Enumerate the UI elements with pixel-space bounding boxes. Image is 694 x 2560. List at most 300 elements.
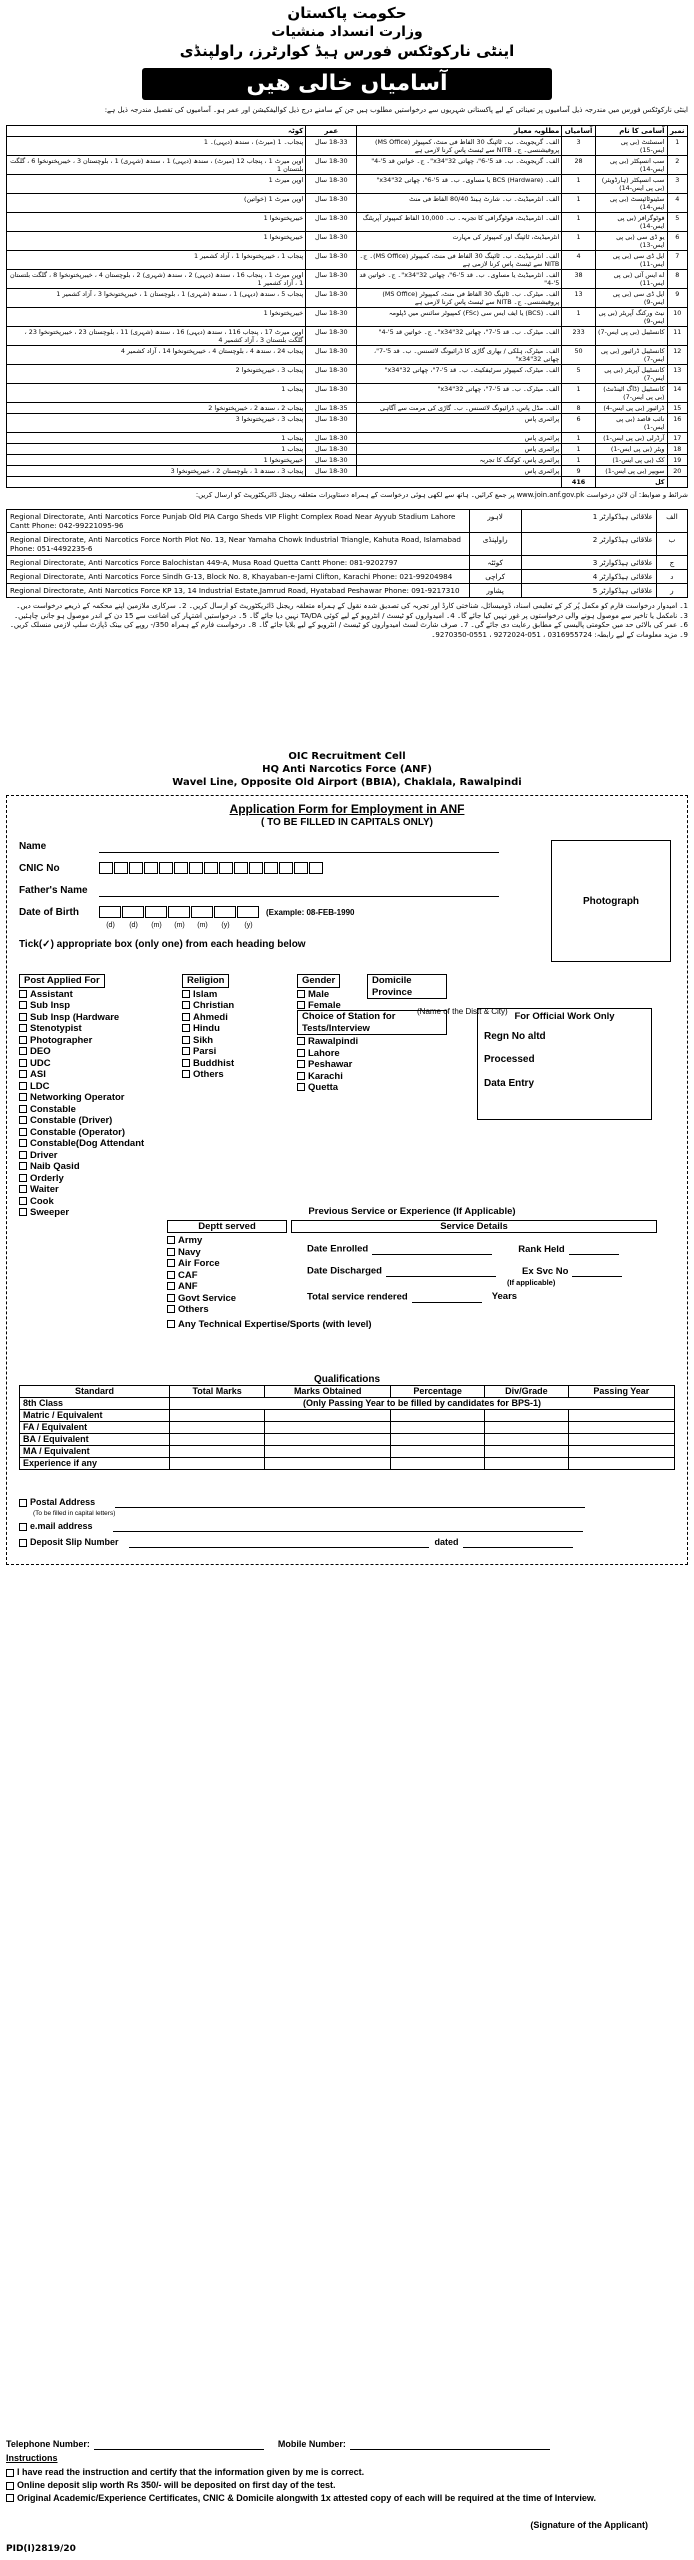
row-number: 15	[667, 403, 687, 414]
religion-option[interactable]	[182, 989, 282, 1001]
qual-cell[interactable]	[265, 1458, 391, 1470]
qual-cell[interactable]	[391, 1446, 485, 1458]
dob-box-caption: (m)	[197, 922, 208, 929]
post-checkbox[interactable]	[19, 1059, 27, 1067]
row-quota: پنجاب 1	[7, 433, 306, 444]
qual-cell[interactable]	[485, 1446, 569, 1458]
religion-option[interactable]	[182, 1046, 282, 1058]
instruction-1-checkbox[interactable]	[6, 2469, 14, 2477]
table-row	[7, 384, 688, 403]
qual-row-label: Experience if any	[20, 1458, 170, 1470]
cnic-digit-box[interactable]	[309, 862, 323, 874]
row-number: 18	[667, 444, 687, 455]
postal-field[interactable]	[115, 1496, 585, 1508]
post-option[interactable]	[19, 1127, 169, 1139]
post-option[interactable]	[19, 1035, 169, 1047]
application-form	[6, 795, 688, 1565]
directorate-city: لاہور	[469, 510, 521, 533]
row-vacancies: 28	[562, 156, 596, 175]
post-option[interactable]	[19, 1000, 169, 1012]
instruction-2-checkbox[interactable]	[6, 2482, 14, 2490]
email-checkbox[interactable]	[19, 1523, 27, 1531]
table-row	[7, 156, 688, 175]
postal-label: Postal Address	[30, 1497, 96, 1507]
cnic-digit-box[interactable]	[204, 862, 218, 874]
station-checkbox[interactable]	[297, 1037, 305, 1045]
post-checkbox[interactable]	[19, 1197, 27, 1205]
post-option-label: LDC	[30, 1080, 50, 1092]
name-field[interactable]	[99, 841, 499, 853]
station-checkbox[interactable]	[297, 1083, 305, 1091]
dob-box[interactable]	[145, 906, 167, 918]
row-qualification: الف۔ میٹرک۔ ب۔ قد 5'-7"، چھاتی 32"x34"	[357, 384, 562, 403]
directorate-address: Regional Directorate, Anti Narcotics Force KP 13, 14 Industrial Estate,Jamrud Road, Hyatabad Peshawar Phone: 091-9217310	[7, 584, 470, 598]
row-quota: خیبرپختونخوا 1	[7, 232, 306, 251]
post-checkbox[interactable]	[19, 1013, 27, 1021]
post-checkbox[interactable]	[19, 1162, 27, 1170]
row-post: سب انسپکٹر (ہارڈویئر) (بی پی ایس-14)	[595, 175, 667, 194]
row-post: ایل ڈی سی (بی پی ایس-9)	[595, 289, 667, 308]
directorate-city: کراچی	[469, 570, 521, 584]
row-qualification: الف۔ میٹرک، کمپیوٹر سرٹیفکیٹ۔ ب۔ قد 5'-7"، چھاتی 32"x34"	[357, 365, 562, 384]
dated-field[interactable]	[463, 1536, 573, 1548]
row-post: ویٹر (بی پی ایس-1)	[595, 444, 667, 455]
cnic-digit-box[interactable]	[129, 862, 143, 874]
postal-checkbox[interactable]	[19, 1499, 27, 1507]
qualifications-heading: Qualifications	[313, 1374, 381, 1385]
qual-cell[interactable]	[170, 1446, 265, 1458]
row-quota: پنجاب 1	[7, 444, 306, 455]
post-option[interactable]	[19, 1023, 169, 1035]
station-heading: Choice of Station for Tests/Interview	[297, 1010, 447, 1035]
dob-box[interactable]	[191, 906, 213, 918]
row-qualification: الف۔ انٹرمیڈیٹ۔ ب۔ شارٹ ہینڈ 80/40 الفاظ فی منٹ	[357, 194, 562, 213]
qual-col-header: Percentage	[391, 1386, 485, 1398]
cnic-digit-box[interactable]	[99, 862, 113, 874]
row-age: 18-30 سال	[306, 327, 357, 346]
post-option[interactable]	[19, 1012, 169, 1024]
row-number: 12	[667, 346, 687, 365]
post-option-label: Assistant	[30, 988, 73, 1000]
row-number: 4	[667, 194, 687, 213]
post-checkbox[interactable]	[19, 1128, 27, 1136]
post-option[interactable]	[19, 1115, 169, 1127]
tech-expertise-label: Any Technical Expertise/Sports (with level)	[178, 1318, 372, 1330]
row-quota: خیبرپختونخوا 1	[7, 308, 306, 327]
station-section	[297, 1010, 447, 1094]
date-discharged-field[interactable]	[386, 1265, 496, 1277]
row-number: 3	[667, 175, 687, 194]
cnic-digit-box[interactable]	[279, 862, 293, 874]
row-vacancies: 6	[562, 414, 596, 433]
row-age: 18-35 سال	[306, 403, 357, 414]
dept-option[interactable]	[167, 1293, 287, 1305]
row-number: 8	[667, 270, 687, 289]
row-qualification: الف۔ (BCS) یا ایف ایس سی (FSc) کمپیوٹر سائنس میں ڈپلومہ	[357, 308, 562, 327]
qual-cell[interactable]	[170, 1410, 265, 1422]
post-option[interactable]	[19, 1184, 169, 1196]
row-age: 18-30 سال	[306, 251, 357, 270]
form-subtitle: ( TO BE FILLED IN CAPITALS ONLY)	[260, 817, 434, 828]
post-option[interactable]	[19, 1058, 169, 1070]
dept-option[interactable]	[167, 1247, 287, 1259]
row-number: 17	[667, 433, 687, 444]
table-row	[7, 232, 688, 251]
row-number: 16	[667, 414, 687, 433]
religion-option-label: Hindu	[193, 1023, 220, 1034]
email-field[interactable]	[113, 1520, 583, 1532]
row-qualification: پرائمری پاس، کوکنگ کا تجربہ	[357, 455, 562, 466]
table-row	[7, 365, 688, 384]
row-vacancies: 50	[562, 346, 596, 365]
table-row	[7, 346, 688, 365]
religion-option[interactable]	[182, 1069, 282, 1081]
qual-cell[interactable]	[568, 1458, 674, 1470]
qual-row-label: BA / Equivalent	[20, 1434, 170, 1446]
row-quota: پنجاب 1	[7, 384, 306, 403]
station-checkbox[interactable]	[297, 1060, 305, 1068]
directorate-address: Regional Directorate, Anti Narcotics Force Sindh G-13, Block No. 8, Khayaban-e-Jami Clifton, Karachi Phone: 021-99204984	[7, 570, 470, 584]
dept-option[interactable]	[167, 1270, 287, 1282]
post-option-label: Orderly	[30, 1172, 64, 1184]
dob-box-caption: (d)	[106, 922, 115, 929]
rank-held-field[interactable]	[569, 1243, 619, 1255]
dob-box[interactable]	[168, 906, 190, 918]
qual-row	[20, 1434, 675, 1446]
dept-checkbox[interactable]	[167, 1259, 175, 1267]
post-checkbox[interactable]	[19, 1208, 27, 1216]
religion-checkbox[interactable]	[182, 1001, 190, 1009]
father-name-field[interactable]	[99, 885, 499, 897]
post-option[interactable]	[19, 1207, 169, 1219]
religion-option[interactable]	[182, 1000, 282, 1012]
station-option[interactable]	[297, 1048, 447, 1060]
post-option-label: Constable	[30, 1103, 76, 1115]
table-row	[7, 308, 688, 327]
station-option-label: Karachi	[308, 1070, 343, 1082]
row-vacancies: 9	[562, 466, 596, 477]
date-enrolled-field[interactable]	[372, 1243, 492, 1255]
dept-option[interactable]	[167, 1235, 287, 1247]
qual-cell[interactable]	[391, 1458, 485, 1470]
row-qualification: انٹرمیڈیٹ، ٹائپنگ اور کمپیوٹر کی مہارت	[357, 232, 562, 251]
form-title: Application Form for Employment in ANF	[229, 802, 465, 816]
post-checkbox[interactable]	[19, 1001, 27, 1009]
cnic-digit-box[interactable]	[114, 862, 128, 874]
religion-checkbox[interactable]	[182, 1047, 190, 1055]
religion-option-label: Sikh	[193, 1034, 214, 1046]
dob-label: Date of Birth	[19, 907, 79, 918]
station-option[interactable]	[297, 1036, 447, 1048]
directorate-address: Regional Directorate, Anti Narcotics Force Punjab Old PIA Cargo Sheds VIP Flight Complex Road Near Ayyub Stadium Lahore Cantt Phone: 042-99221095-96	[7, 510, 470, 533]
dept-checkbox[interactable]	[167, 1236, 175, 1244]
dept-option[interactable]	[167, 1281, 287, 1293]
directorate-address: Regional Directorate, Anti Narcotics Force North Plot No. 13, Near Yamaha Chowk Industrial Triangle, Kahuta Road, Islamabad Phone: 051-4492235-6	[7, 533, 470, 556]
qual-cell[interactable]	[265, 1446, 391, 1458]
station-option-label: Peshawar	[308, 1059, 353, 1070]
qual-cell[interactable]	[265, 1410, 391, 1422]
gender-checkbox[interactable]	[297, 990, 305, 998]
terms-text: 1۔ امیدوار درخواست فارم کو مکمل پُر کر کے تعلیمی اسناد، ڈومیسائل، شناختی کارڈ اور تجربہ کی تصدیق شدہ نقول کے ہمراہ متعلقہ ریجنل ڈائریکٹوریٹ کو ارسال کریں۔ 2۔ سرکاری ملازمین اپنے محکمہ کے ذریعے درخواست دیں۔ 3۔ نامکمل یا تاخیر سے موصول ہونے والی درخواستوں پر غور نہیں کیا جائے گا۔ 4۔ امیدواروں کو ٹیسٹ / انٹرویو کے لیے کوئی TA/DA نہیں دیا جائے گا۔ 5۔ درخواستیں اشتہار کی اشاعت سے 15 دن کے اندر موصول ہو جانی چاہئیں۔ 6۔ عمر کی بالائی حد میں حکومتی پالیسی کے مطابق رعایت دی جائے گی۔ 7۔ صرف شارٹ لسٹ امیدواروں کو ٹیسٹ / انٹرویو کے لیے بلایا جائے گا۔ 8۔ درخواست فارم کے ہمراہ 350/- روپے کی بینک ڈپازٹ سلپ لازمی منسلک کریں۔ 9۔ مزید معلومات کے لیے رابطہ: 0316955724 ، 051-9272024 ، 0551-9270350۔	[9, 602, 688, 639]
post-option[interactable]	[19, 1138, 169, 1150]
oic-address	[6, 750, 688, 789]
row-qualification: الف۔ گریجویٹ۔ ب۔ ٹائپنگ 30 الفاظ فی منٹ، کمپیوٹر (MS Office) پروفیشنسی۔ ج۔ NITB سے ٹیسٹ پاس کرنا لازمی ہے	[357, 137, 562, 156]
post-option[interactable]	[19, 989, 169, 1001]
post-option[interactable]	[19, 1046, 169, 1058]
post-checkbox[interactable]	[19, 1105, 27, 1113]
ex-svc-field[interactable]	[572, 1265, 622, 1277]
table-row	[7, 403, 688, 414]
gender-option[interactable]	[297, 989, 367, 1001]
date-enrolled-label: Date Enrolled	[307, 1243, 369, 1255]
qual-col-header: Marks Obtained	[265, 1386, 391, 1398]
official-use-field: Data Entry	[484, 1077, 535, 1089]
religion-checkbox[interactable]	[182, 1024, 190, 1032]
row-post: نیٹ ورکنگ آپریٹر (بی پی ایس-9)	[595, 308, 667, 327]
post-checkbox[interactable]	[19, 990, 27, 998]
table-row	[7, 175, 688, 194]
deposit-checkbox[interactable]	[19, 1539, 27, 1547]
qual-cell[interactable]	[485, 1422, 569, 1434]
row-vacancies: 13	[562, 289, 596, 308]
qual-cell[interactable]	[568, 1434, 674, 1446]
qual-cell[interactable]	[568, 1410, 674, 1422]
religion-checkbox[interactable]	[182, 990, 190, 998]
post-option[interactable]	[19, 1150, 169, 1162]
row-vacancies: 1	[562, 232, 596, 251]
religion-option[interactable]	[182, 1058, 282, 1070]
total-service-label: Total service rendered	[307, 1291, 408, 1302]
post-checkbox[interactable]	[19, 1036, 27, 1044]
row-qualification: پرائمری پاس	[357, 444, 562, 455]
row-quota: اوپن میرٹ 1 (خواتین)	[7, 194, 306, 213]
row-number: 6	[667, 232, 687, 251]
post-checkbox[interactable]	[19, 1116, 27, 1124]
cnic-digit-box[interactable]	[174, 862, 188, 874]
religion-option[interactable]	[182, 1035, 282, 1047]
qualifications-section	[19, 1374, 675, 1470]
post-option-label: Sub Insp	[30, 1000, 71, 1011]
post-option-label: Driver	[30, 1149, 58, 1161]
row-age: 18-30 سال	[306, 384, 357, 403]
qual-cell[interactable]	[485, 1434, 569, 1446]
official-use-field: Processed	[484, 1054, 535, 1065]
row-quota: پنجاب۔ 1 (میرٹ) ، سندھ (دیہی)۔ 1	[7, 137, 306, 156]
post-option[interactable]	[19, 1196, 169, 1208]
qual-row	[20, 1458, 675, 1470]
cnic-digit-box[interactable]	[249, 862, 263, 874]
table-row	[7, 327, 688, 346]
row-vacancies: 1	[562, 444, 596, 455]
qual-row	[20, 1446, 675, 1458]
post-option[interactable]	[19, 1092, 169, 1104]
cnic-digit-box[interactable]	[144, 862, 158, 874]
directorate-city: کوئٹہ	[469, 556, 521, 570]
directorate-row	[7, 584, 688, 598]
application-note: شرائط و ضوابط: آن لائن درخواست www.join.anf.gov.pk پر جمع کرائیں۔ ہاتھ سے لکھی ہوئی درخواست کے ہمراہ دستاویزات متعلقہ ریجنل ڈائریکٹوریٹ کو ارسال کریں:	[195, 491, 688, 499]
religion-option-label: Others	[193, 1069, 224, 1080]
table-row	[7, 433, 688, 444]
photograph-box[interactable]: Photograph	[551, 840, 671, 962]
row-age: 18-30 سال	[306, 289, 357, 308]
directorate-address: Regional Directorate, Anti Narcotics Force Balochistan 449-A, Musa Road Quetta Cantt Phone: 081-9202797	[7, 556, 470, 570]
qualifications-table	[19, 1385, 675, 1470]
dob-box[interactable]	[214, 906, 236, 918]
col-post: آسامی کا نام	[595, 126, 667, 137]
religion-checkbox[interactable]	[182, 1070, 190, 1078]
col-number: نمبر	[667, 126, 687, 137]
religion-option[interactable]	[182, 1012, 282, 1024]
telephone-label: Telephone Number:	[6, 2439, 90, 2449]
dept-checkbox[interactable]	[167, 1248, 175, 1256]
post-option[interactable]	[19, 1104, 169, 1116]
gender-option-label: Male	[308, 988, 330, 1000]
row-age: 18-30 سال	[306, 232, 357, 251]
deposit-field[interactable]	[129, 1536, 429, 1548]
cnic-digit-box[interactable]	[294, 862, 308, 874]
qual-cell[interactable]	[568, 1446, 674, 1458]
post-checkbox[interactable]	[19, 1151, 27, 1159]
years-label: Years	[491, 1291, 518, 1302]
row-qualification: الف۔ میٹرک، ہلکی / بھاری گاڑی کا ڈرائیونگ لائسنس۔ ب۔ قد 5'-7"، چھاتی 32"x34"	[357, 346, 562, 365]
dob-box[interactable]	[237, 906, 259, 918]
row-qualification: پرائمری پاس	[357, 433, 562, 444]
row-vacancies: 1	[562, 213, 596, 232]
post-checkbox[interactable]	[19, 1070, 27, 1078]
oic-line-3: Wavel Line, Opposite Old Airport (BBIA), Chaklala, Rawalpindi	[172, 777, 522, 788]
dob-box-caption: (m)	[174, 922, 185, 929]
dept-checkbox[interactable]	[167, 1271, 175, 1279]
dob-box[interactable]	[99, 906, 121, 918]
dept-checkbox[interactable]	[167, 1305, 175, 1313]
religion-checkbox[interactable]	[182, 1059, 190, 1067]
post-checkbox[interactable]	[19, 1093, 27, 1101]
post-checkbox[interactable]	[19, 1185, 27, 1193]
qual-row-label: 8th Class	[20, 1398, 170, 1410]
row-post: سب انسپکٹر (بی پی ایس-14)	[595, 156, 667, 175]
religion-option[interactable]	[182, 1023, 282, 1035]
row-vacancies: 8	[562, 403, 596, 414]
row-vacancies: 233	[562, 327, 596, 346]
qual-cell[interactable]	[391, 1410, 485, 1422]
religion-option-label: Ahmedi	[193, 1011, 228, 1023]
gender-checkbox[interactable]	[297, 1001, 305, 1009]
qual-cell[interactable]	[485, 1458, 569, 1470]
dept-option[interactable]	[167, 1304, 287, 1316]
row-post: کک (بی پی ایس-1)	[595, 455, 667, 466]
row-number: 14	[667, 384, 687, 403]
col-age: عمر	[306, 126, 357, 137]
religion-checkbox[interactable]	[182, 1036, 190, 1044]
directorate-name: علاقائی ہیڈکوارٹر 4	[521, 570, 656, 584]
official-use-section	[477, 1008, 652, 1120]
religion-checkbox[interactable]	[182, 1013, 190, 1021]
directorate-name: علاقائی ہیڈکوارٹر 3	[521, 556, 656, 570]
ex-svc-label: Ex Svc No	[521, 1265, 569, 1277]
qual-cell[interactable]	[265, 1422, 391, 1434]
postal-note: (To be filled in capital letters)	[33, 1510, 116, 1517]
post-checkbox[interactable]	[19, 1139, 27, 1147]
tech-expertise-checkbox[interactable]	[167, 1320, 175, 1328]
row-vacancies: 3	[562, 137, 596, 156]
post-checkbox[interactable]	[19, 1024, 27, 1032]
religion-option-label: Islam	[193, 988, 218, 1000]
station-option[interactable]	[297, 1082, 447, 1094]
instruction-3-checkbox[interactable]	[6, 2494, 14, 2502]
post-option[interactable]	[19, 1161, 169, 1173]
post-option-label: Cook	[30, 1195, 54, 1207]
row-quota: اوپن میرٹ 1 ، پنجاب 12 (میرٹ) ، سندھ (دیہی) 1 ، سندھ (شہری) 1 ، بلوچستان 3 ، خیبرپختونخوا 6 ، گلگت بلتستان 1	[7, 156, 306, 175]
total-label: کل	[595, 477, 667, 488]
deptt-served-heading: Deptt served	[167, 1220, 287, 1234]
post-option[interactable]	[19, 1069, 169, 1081]
row-post: اسسٹنٹ (بی پی ایس-15)	[595, 137, 667, 156]
dob-box[interactable]	[122, 906, 144, 918]
cnic-digit-box[interactable]	[219, 862, 233, 874]
station-option[interactable]	[297, 1059, 447, 1071]
qual-col-header: Total Marks	[170, 1386, 265, 1398]
qual-cell[interactable]	[170, 1458, 265, 1470]
cnic-digit-box[interactable]	[264, 862, 278, 874]
mobile-field[interactable]	[350, 2438, 550, 2450]
station-option[interactable]	[297, 1071, 447, 1083]
row-age: 18-30 سال	[306, 365, 357, 384]
qual-cell[interactable]	[391, 1422, 485, 1434]
domicile-note: (Name of the Distt & City)	[417, 1007, 508, 1016]
dept-option[interactable]	[167, 1258, 287, 1270]
oic-line-2: HQ Anti Narcotics Force (ANF)	[262, 764, 432, 775]
dept-checkbox[interactable]	[167, 1294, 175, 1302]
cnic-boxes[interactable]	[99, 863, 324, 874]
post-option[interactable]	[19, 1081, 169, 1093]
telephone-field[interactable]	[94, 2438, 264, 2450]
total-service-field[interactable]	[412, 1291, 482, 1303]
qual-cell[interactable]	[265, 1434, 391, 1446]
qual-cell[interactable]	[568, 1422, 674, 1434]
station-checkbox[interactable]	[297, 1072, 305, 1080]
station-option-label: Rawalpindi	[308, 1036, 359, 1047]
qual-cell[interactable]	[485, 1410, 569, 1422]
dept-checkbox[interactable]	[167, 1282, 175, 1290]
cnic-digit-box[interactable]	[189, 862, 203, 874]
row-age: 18-30 سال	[306, 213, 357, 232]
post-option[interactable]	[19, 1173, 169, 1185]
signature-label: (Signature of the Applicant)	[530, 2520, 648, 2530]
station-checkbox[interactable]	[297, 1049, 305, 1057]
post-checkbox[interactable]	[19, 1047, 27, 1055]
dob-boxes[interactable]	[99, 907, 260, 918]
directorate-letter: ب	[656, 533, 687, 556]
qual-cell[interactable]	[170, 1422, 265, 1434]
row-age: 18-30 سال	[306, 175, 357, 194]
cnic-digit-box[interactable]	[234, 862, 248, 874]
oic-line-1: OIC Recruitment Cell	[288, 751, 406, 762]
row-post: ڈرائیور (بی پی ایس-4)	[595, 403, 667, 414]
directorate-row	[7, 533, 688, 556]
religion-heading: Religion	[182, 974, 229, 988]
qual-row	[20, 1422, 675, 1434]
row-vacancies: 1	[562, 433, 596, 444]
intro-text: اینٹی نارکوٹکس فورس میں مندرجہ ذیل آسامیوں پر تعیناتی کے لیے پاکستانی شہریوں سے درخواستیں مطلوب ہیں جن کے سامنے درج ذیل کوالیفکیشن اور عمر ہو۔ آسامیوں کی تفصیل مندرجہ ذیل ہے:	[104, 106, 688, 114]
qual-cell[interactable]	[170, 1434, 265, 1446]
qual-cell[interactable]	[391, 1434, 485, 1446]
row-qualification: الف۔ انٹرمیڈیٹ۔ ب۔ ٹائپنگ 30 الفاظ فی منٹ، کمپیوٹر (MS Office)۔ ج۔ NITB سے ٹیسٹ پاس کرنا لازمی ہے	[357, 251, 562, 270]
cnic-digit-box[interactable]	[159, 862, 173, 874]
vacancies-body	[7, 137, 688, 477]
col-qualification: مطلوبہ معیار	[357, 126, 562, 137]
post-checkbox[interactable]	[19, 1174, 27, 1182]
post-checkbox[interactable]	[19, 1082, 27, 1090]
